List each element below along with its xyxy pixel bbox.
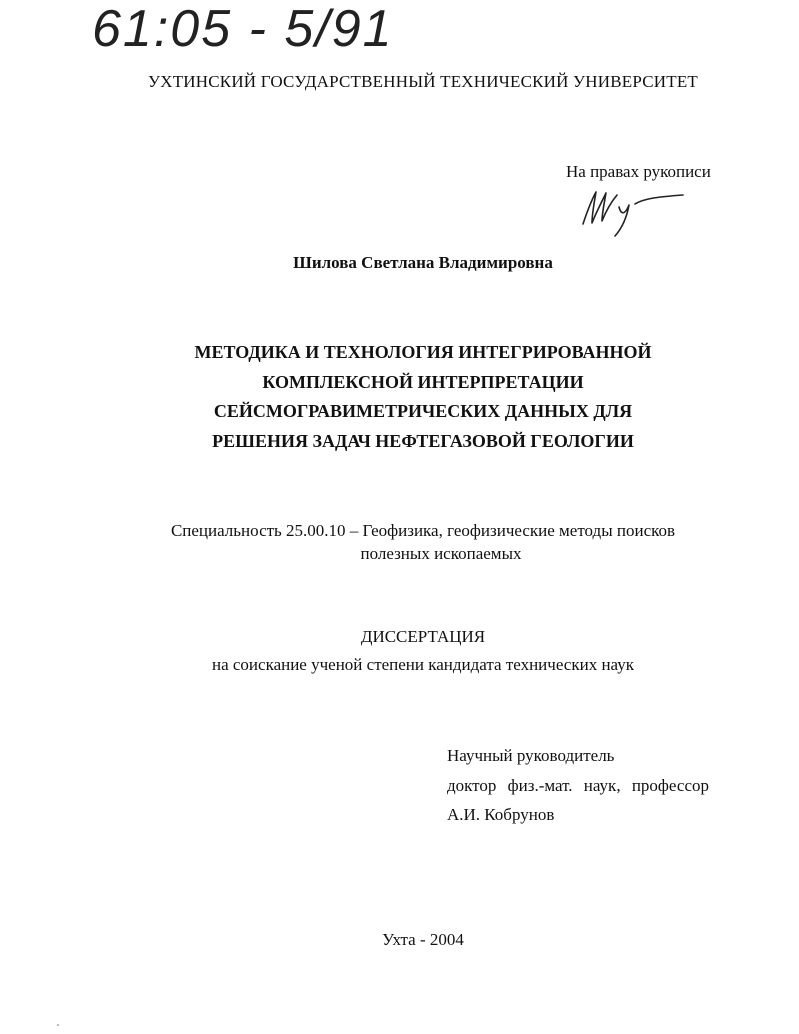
signature-stroke bbox=[635, 195, 683, 204]
degree-statement: на соискание ученой степени кандидата технических наук bbox=[211, 655, 634, 674]
advisor-role: Научный руководитель bbox=[447, 746, 615, 765]
advisor-credentials: доктор физ.-мат. наук, профессор bbox=[447, 775, 709, 795]
advisor-name: А.И. Кобрунов bbox=[447, 805, 555, 824]
document-type: ДИССЕРТАЦИЯ bbox=[360, 627, 486, 646]
scientific-advisor bbox=[447, 741, 709, 830]
specialty-line: полезных ископаемых bbox=[360, 543, 522, 563]
manuscript-rights-note: На правах рукописи bbox=[566, 162, 711, 181]
signature bbox=[575, 186, 687, 238]
title-line: КОМПЛЕКСНОЙ ИНТЕРПРЕТАЦИИ bbox=[262, 371, 584, 392]
signature-stroke bbox=[583, 192, 617, 224]
title-line: МЕТОДИКА И ТЕХНОЛОГИЯ ИНТЕГРИРОВАННОЙ bbox=[194, 342, 652, 362]
handwritten-archive-number: 61:05 - 5/91 bbox=[92, 0, 394, 58]
signature-stroke bbox=[615, 205, 629, 236]
dissertation-title bbox=[48, 338, 798, 456]
specialty-line: Специальность 25.00.10 – Геофизика, геофизические методы поисков bbox=[170, 520, 676, 540]
title-line: СЕЙСМОГРАВИМЕТРИЧЕСКИХ ДАННЫХ ДЛЯ bbox=[213, 401, 633, 421]
place-and-year: Ухта - 2004 bbox=[382, 930, 464, 949]
title-line: РЕШЕНИЯ ЗАДАЧ НЕФТЕГАЗОВОЙ ГЕОЛОГИИ bbox=[212, 430, 634, 451]
author-name: Шилова Светлана Владимировна bbox=[293, 253, 553, 272]
scan-speck bbox=[57, 1024, 59, 1026]
university-name: УХТИНСКИЙ ГОСУДАРСТВЕННЫЙ ТЕХНИЧЕСКИЙ УНИВЕРСИТЕТ bbox=[148, 72, 698, 91]
specialty bbox=[48, 519, 798, 565]
